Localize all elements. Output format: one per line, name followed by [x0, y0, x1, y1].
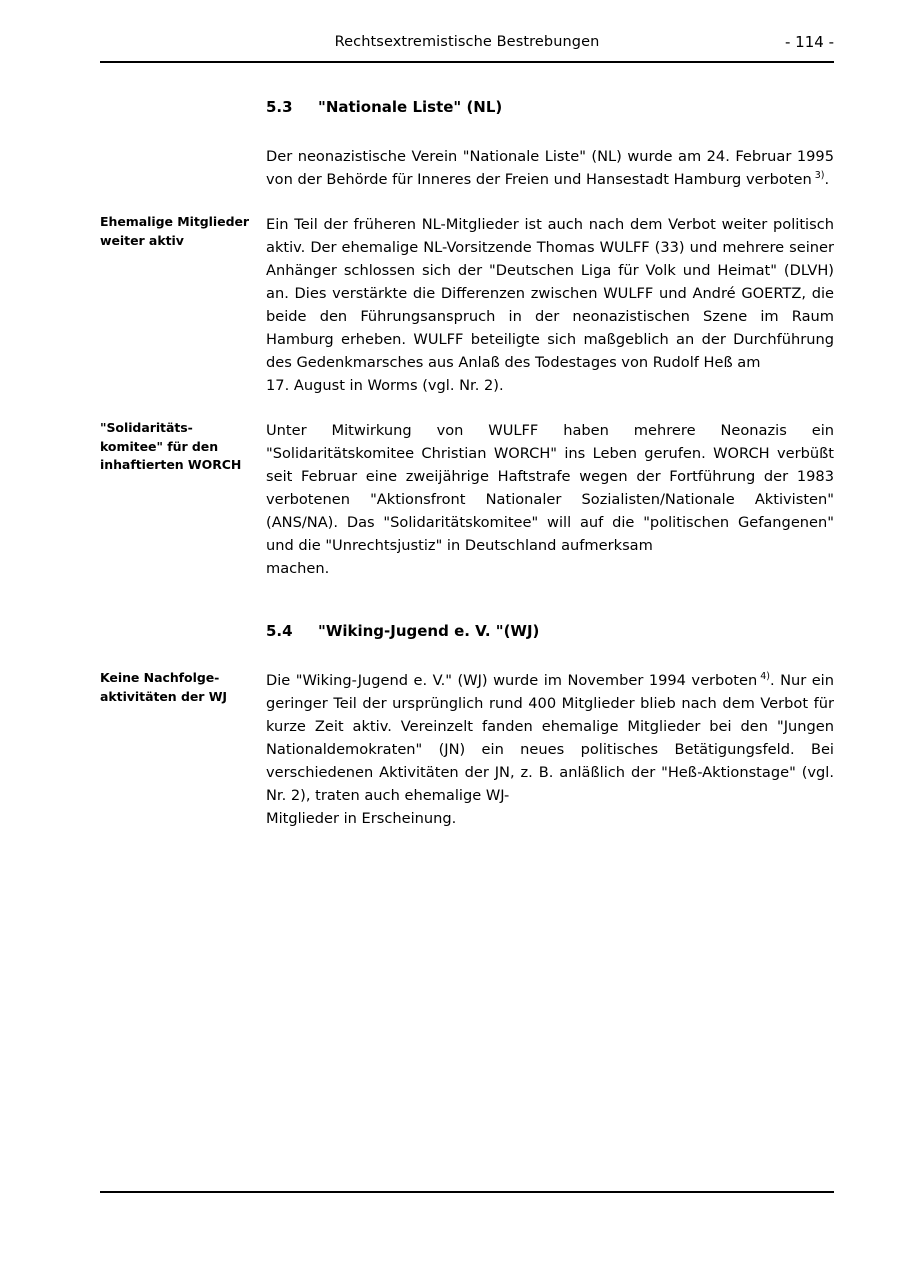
- paragraph-body: . Nur ein geringer Teil der ursprünglich rund 400 Mitglieder blieb nach dem Verbot für kurze Zeit aktiv. Vereinzelt fanden ehemalige Mitglieder bei den "Jungen Nationaldemokraten" (JN) ein neues politisches Betätigungsfeld. Bei verschiedenen Aktivitäten der JN, z. B. anläßlich der "Heß-Aktionstage" (vgl. Nr. 2), traten auch ehemalige WJ-: [266, 672, 834, 804]
- section-title-5-4: "Wiking-Jugend e. V. "(WJ): [318, 622, 540, 640]
- paragraph-solidaritaetskomitee: [266, 419, 834, 580]
- paragraph-keine-nachfolgeaktivitaeten: [266, 669, 834, 830]
- margin-note-ehemalige-mitglieder: [100, 213, 259, 250]
- margin-note-solidaritaetskomitee: [100, 419, 259, 475]
- section-heading-5-4: [266, 620, 834, 643]
- footer-rule: [100, 1191, 834, 1193]
- section-number-5-4: 5.4: [266, 622, 293, 640]
- section-number-5-3: 5.3: [266, 98, 293, 116]
- margin-note-line: Keine Nachfolge-: [100, 670, 220, 685]
- paragraph-body: Unter Mitwirkung von WULFF haben mehrere Neonazis ein "Solidaritätskomitee Christian WORCH" ins Leben gerufen. WORCH verbüßt seit Februar eine zweijährige Haftstrafe wegen der Fortführung der 1983 verbotenen "Aktionsfront Nationaler Sozialisten/Nationale Aktivisten" (ANS/NA). Das "Solidaritätskomitee" will auf die "politischen Gefangenen" und die "Unrechtsjustiz" in Deutschland aufmerksam: [266, 422, 834, 554]
- section-heading-5-3: [266, 96, 834, 119]
- footnote-marker-4: 4): [760, 671, 770, 683]
- spacer: [100, 643, 834, 669]
- margin-note-line: aktivitäten der WJ: [100, 688, 228, 704]
- spacer: [100, 119, 834, 145]
- spacer: [100, 580, 834, 620]
- paragraph-row-intro: [100, 145, 834, 191]
- footnote-marker-3: 3): [814, 170, 825, 182]
- paragraph-intro-tail: .: [824, 171, 830, 188]
- margin-note-line: inhaftierten WORCH: [100, 457, 242, 472]
- paragraph-tail: 17. August in Worms (vgl. Nr. 2).: [266, 377, 504, 394]
- page-number: - 114 -: [785, 33, 834, 51]
- paragraph-ehemalige-mitglieder: [266, 213, 834, 397]
- margin-note-line: Ehemalige Mitglieder: [100, 214, 250, 229]
- paragraph-tail: Mitglieder in Erscheinung.: [266, 810, 457, 827]
- margin-note-line: weiter aktiv: [100, 232, 184, 248]
- margin-note-line: "Solidaritäts-: [100, 420, 193, 435]
- paragraph-row-keine-nachfolgeaktivitaeten: [100, 669, 834, 830]
- margin-note-keine-nachfolgeaktivitaeten: [100, 669, 259, 706]
- header-title: Rechtsextremistische Bestrebungen: [334, 34, 600, 50]
- paragraph-body-head: Die "Wiking-Jugend e. V." (WJ) wurde im November 1994 verboten: [266, 672, 758, 689]
- spacer: [100, 191, 834, 213]
- paragraph-row-ehemalige-mitglieder: [100, 213, 834, 397]
- paragraph-row-solidaritaetskomitee: [100, 419, 834, 580]
- page-content: [100, 96, 834, 830]
- section-title-5-3: "Nationale Liste" (NL): [318, 98, 503, 116]
- paragraph-body: Ein Teil der früheren NL-Mitglieder ist auch nach dem Verbot weiter politisch aktiv. Der ehemalige NL-Vorsitzende Thomas WULFF (33) und mehrere seiner Anhänger schlossen sich der "Deutschen Liga für Volk und Heimat" (DLVH) an. Dies verstärkte die Differenzen zwischen WULFF und André GOERTZ, die beide den Führungsanspruch in der neonazistischen Szene im Raum Hamburg erheben. WULFF beteiligte sich maßgeblich an der Durchführung des Gedenkmarsches aus Anlaß des Todestages von Rudolf Heß am: [266, 216, 834, 371]
- paragraph-tail: machen.: [266, 560, 330, 577]
- paragraph-intro-text: Der neonazistische Verein "Nationale Liste" (NL) wurde am 24. Februar 1995 von der Behörde für Inneres der Freien und Hansestadt Hamburg verboten: [266, 148, 834, 188]
- spacer: [100, 397, 834, 419]
- margin-note-line: komitee" für den: [100, 438, 219, 454]
- page-header: [100, 32, 834, 58]
- paragraph-intro: [266, 145, 834, 191]
- header-rule: [100, 61, 834, 63]
